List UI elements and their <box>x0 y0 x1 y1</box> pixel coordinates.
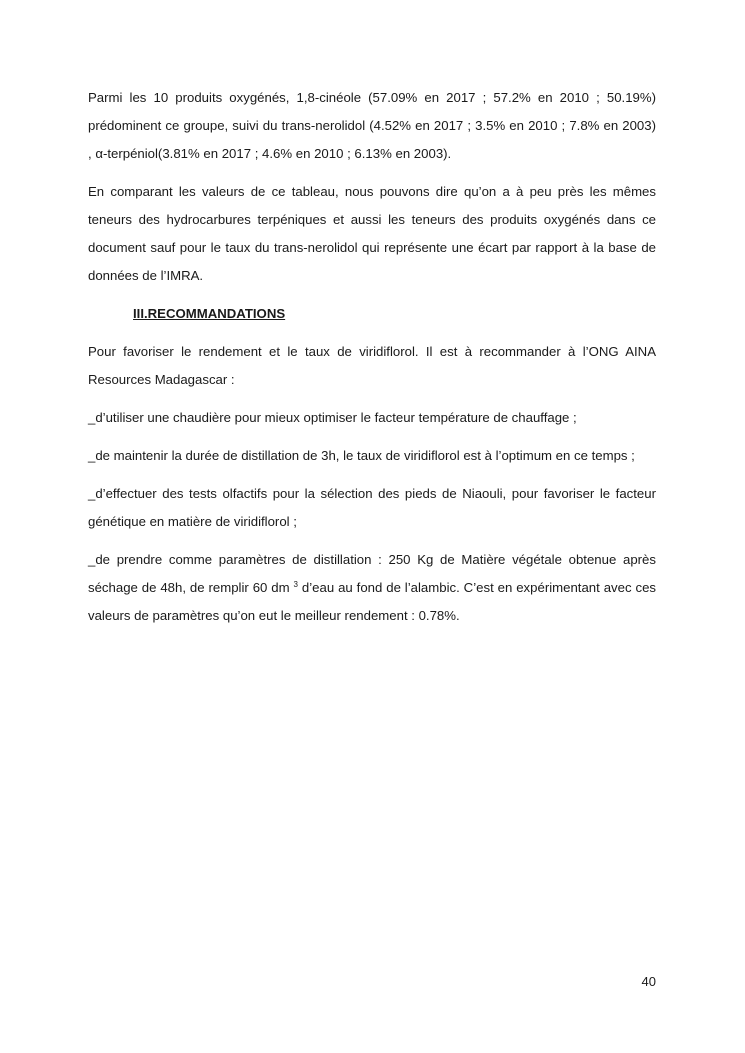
recommendation-item-duration: _de maintenir la durée de distillation de 3h, le taux de viridiflorol est à l’optimum en ce temps ; <box>88 448 635 463</box>
section-heading-recommandations: III.RECOMMANDATIONS <box>133 306 286 321</box>
recommendation-item-distillation-parameters <box>88 546 656 630</box>
paragraph-oxygenated-products: Parmi les 10 produits oxygénés, 1,8-cinéole (57.09% en 2017 ; 57.2% en 2010 ; 50.19%) prédominent ce groupe, suivi du trans-nerolidol (4.52% en 2017 ; 3.5% en 2010 ; 7.8% en 2003) , α-terpéniol(3.81% en 2017 ; 4.6% en 2010 ; 6.13% en 2003). <box>88 90 656 161</box>
recommendation-text-after-unit: d’eau au fond de l’alambic. C’est en expérimentant avec ces valeurs de paramètres qu’on eut le meilleur rendement : 0.78%. <box>88 580 656 623</box>
recommendation-item-boiler: _d’utiliser une chaudière pour mieux optimiser le facteur température de chauffage ; <box>88 410 577 425</box>
recommendation-text-before-unit: _de prendre comme paramètres de distillation : 250 Kg de Matière végétale obtenue après séchage de 48h, de remplir 60 dm <box>88 552 656 595</box>
page-number: 40 <box>641 974 656 989</box>
paragraph-recommendation-intro: Pour favoriser le rendement et le taux de viridiflorol. Il est à recommander à l’ONG AINA Resources Madagascar : <box>88 344 656 387</box>
document-page <box>88 84 656 640</box>
unit-exponent: 3 <box>293 580 298 589</box>
recommendation-item-olfactory-tests: _d’effectuer des tests olfactifs pour la sélection des pieds de Niaouli, pour favoriser le facteur génétique en matière de viridiflorol ; <box>88 486 656 529</box>
paragraph-comparison: En comparant les valeurs de ce tableau, nous pouvons dire qu’on a à peu près les mêmes teneurs des hydrocarbures terpéniques et aussi les teneurs des produits oxygénés dans ce document sauf pour le taux du trans-nerolidol qui représente une écart par rapport à la base de données de l’IMRA. <box>88 184 656 283</box>
